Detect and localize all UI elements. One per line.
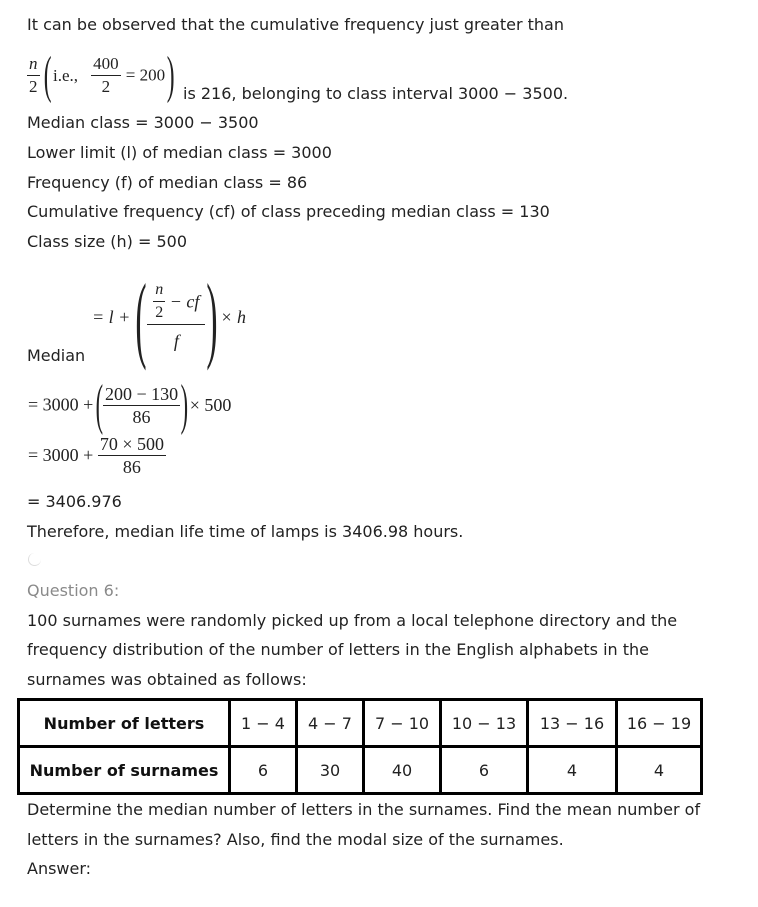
step1-suffix: × 500 [189, 394, 232, 415]
lower-limit-line [27, 143, 332, 163]
conclusion-text: Therefore, median life time of lamps is 3406.98 hours. [27, 522, 464, 541]
followup-text-line-1: Determine the median number of letters in the surnames. Find the mean number of [27, 800, 701, 819]
median-formula [92, 262, 247, 371]
lower-limit-text: Lower limit (l) of median class = 3000 [27, 143, 332, 162]
formula-n-over-2 [153, 279, 165, 324]
interval-cell: 4 − 7 [297, 700, 364, 747]
count-cell: 30 [297, 747, 364, 794]
n-over-2-expression [27, 46, 180, 102]
numerator-400: 400 [91, 53, 121, 76]
row-header-surnames: Number of surnames [19, 747, 230, 794]
formula-numerator [147, 279, 205, 325]
formula-times-h: × h [220, 307, 247, 327]
interval-cell: 16 − 19 [617, 700, 702, 747]
count-cell: 4 [617, 747, 702, 794]
count-cell: 40 [364, 747, 441, 794]
interval-cell: 7 − 10 [364, 700, 441, 747]
n-over-2-fraction [27, 53, 40, 98]
step1-close-paren: ) [180, 374, 188, 436]
cumulative-frequency-line: Cumulative frequency (cf) of class preceding median class = 130 [27, 202, 550, 221]
close-paren: ) [166, 47, 175, 104]
step1-fraction [103, 383, 180, 428]
answer-label: Answer: [27, 859, 92, 878]
loading-spinner-icon [28, 553, 41, 566]
table-row-letters [19, 700, 702, 747]
median-class-line: Median class = 3000 − 3500 [27, 113, 259, 132]
formula-two: 2 [155, 303, 164, 321]
interval-cell: 1 − 4 [230, 700, 297, 747]
step1-prefix: = 3000 + [28, 394, 94, 415]
ie-text: i.e., [53, 65, 79, 85]
question-6-text-line-2: frequency distribution of the number of letters in the English alphabets in the [27, 640, 650, 659]
count-cell: 6 [441, 747, 528, 794]
step2-prefix: = 3000 + [28, 445, 94, 465]
count-cell: 4 [528, 747, 617, 794]
question-6-title: Question 6: [27, 581, 120, 600]
interval-cell: 10 − 13 [441, 700, 528, 747]
median-label: Median [27, 346, 86, 365]
step2-denominator: 86 [122, 457, 141, 477]
formula-close-paren: ) [206, 264, 218, 371]
two-symbol: 2 [29, 77, 38, 96]
formula-f: f [173, 330, 179, 351]
intro-text: It can be observed that the cumulative frequency just greater than [27, 15, 564, 34]
question-6-text-line-3: surnames was obtained as follows: [27, 670, 307, 689]
table-row-surnames [19, 747, 702, 794]
step1-numerator: 200 − 130 [104, 383, 179, 404]
median-result: = 3406.976 [27, 492, 122, 511]
formula-open-paren: ( [135, 264, 147, 371]
median-interval-text: is 216, belonging to class interval 3000 − 3500. [183, 84, 569, 103]
step2-fraction [98, 433, 166, 478]
equals-200: = 200 [125, 65, 166, 85]
formula-n: n [153, 279, 165, 302]
followup-text-line-2: letters in the surnames? Also, find the modal size of the surnames. [27, 830, 564, 849]
step1-open-paren: ( [95, 374, 103, 436]
400-over-2-fraction [91, 53, 121, 98]
formula-fraction [147, 279, 205, 357]
median-step-1 [28, 373, 231, 437]
formula-minus-cf: − cf [169, 291, 200, 311]
class-size-line: Class size (h) = 500 [27, 232, 188, 251]
formula-prefix: = l + [92, 307, 131, 327]
frequency-line: Frequency (f) of median class = 86 [27, 173, 308, 192]
question-6-text-line-1: 100 surnames were randomly picked up from a local telephone directory and the [27, 611, 678, 630]
count-cell: 6 [230, 747, 297, 794]
median-step-2 [28, 433, 166, 478]
step1-denominator: 86 [132, 406, 151, 427]
open-paren: ( [43, 47, 52, 104]
denominator-2: 2 [101, 77, 111, 96]
n-symbol: n [27, 53, 40, 76]
row-header-letters: Number of letters [19, 700, 230, 747]
frequency-table [17, 698, 703, 795]
interval-cell: 13 − 16 [528, 700, 617, 747]
step2-numerator: 70 × 500 [99, 434, 164, 454]
